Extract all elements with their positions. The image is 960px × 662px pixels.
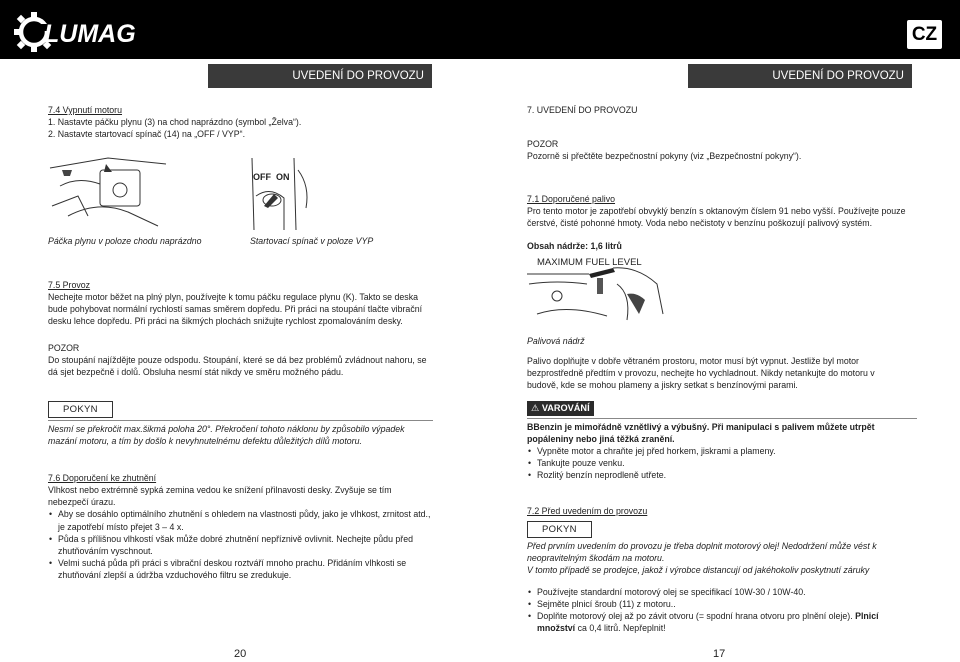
list-item: • Používejte standardní motorový olej se specifikací 10W-30 / 10W-40. <box>537 586 917 598</box>
fuel-instructions: Palivo doplňujte v dobře větraném prostoru, motor musí být vypnut. Jestliže byl motor bezprostředně předtím v provozu, nechejte ho vychladnout. Nikdy netankujte do motoru v budově, kde se mohou plameny a jiskry setkat s benzínovými parami. <box>527 356 875 391</box>
warning-label: VAROVÁNÍ <box>541 403 590 413</box>
pokyn-label: POKYN <box>527 521 592 538</box>
section-band-left: UVEDENÍ DO PROVOZU <box>208 64 432 88</box>
list-item: • Rozlitý benzín neprodleně utřete. <box>537 469 917 481</box>
section-band-right: UVEDENÍ DO PROVOZU <box>688 64 912 88</box>
figure-caption-left: Páčka plynu v poloze chodu naprázdno <box>48 236 202 246</box>
switch-on-label: ON <box>276 172 290 182</box>
section-7-2 <box>527 505 917 634</box>
section-title: 7.5 Provoz <box>48 280 91 290</box>
section-text: Nechejte motor běžet na plný plyn, používejte k tomu páčku regulace plynu (K). Takto se deska bude pohybovat normální rychlostí samas směrem dopředu. Při práci na stoupání tlačte vibrační desku lehce dopředu. Při práci na šikmých plochách snižujte rychlost zpomalováním desky. <box>48 292 423 327</box>
section-title: 7.1 Doporučené palivo <box>527 194 616 204</box>
section-intro: Vlhkost nebo extrémně sypká zemina vedou ke snížení přilnavosti desky. Zvyšuje se tím nebezpečí úrazu. <box>48 485 392 508</box>
warranty-text: V tomto případě se prodejce, jakož i výrobce distancují od jakéhokoliv poskytnutí záruky <box>527 565 870 576</box>
lumag-logo <box>14 10 164 54</box>
section-title: 7.6 Doporučení ke zhutnění <box>48 473 157 483</box>
pokyn-text: Nesmí se překročit max.šikmá poloha 20°. Překročení tohoto náklonu by způsobilo výpadek mazání motoru, a tím by došlo k nevyhnutelnému defektu důležitých dílů motoru. <box>48 424 405 447</box>
left-pozor-block <box>48 342 432 378</box>
list-item: 1. Nastavte páčku plynu (3) na chod naprázdno (symbol „Želva“). <box>48 117 302 128</box>
section-7-4 <box>48 104 443 140</box>
list-item: 2. Nastavte startovací spínač (14) na „OFF / VYP“. <box>48 129 246 140</box>
right-pozor-block <box>527 138 912 162</box>
pozor-text: Pozorně si přečtěte bezpečnostní pokyny (viz „Bezpečnostní pokyny“). <box>527 151 802 162</box>
section-7-5 <box>48 279 432 328</box>
divider <box>527 418 917 419</box>
page-number-right: 17 <box>713 648 726 660</box>
logo-text: LUMAG <box>44 20 136 48</box>
pozor-text: Do stoupání najíždějte pouze odspodu. Stoupání, které se dá bez problémů zvládnout nahoru, se dá sjet bezpečně i dolů. Obsluha nesmí stát nikdy ve směru možného pádu. <box>48 355 427 378</box>
language-badge: CZ <box>907 20 942 49</box>
switch-off-label: OFF <box>253 172 271 182</box>
left-pokyn-block <box>48 401 433 447</box>
pokyn-text: Před prvním uvedením do provozu je třeba doplnit motorový olej! Nedodržení může vést k neopravitelným škodám na motoru. <box>527 541 877 564</box>
section-title: 7.4 Vypnutí motoru <box>48 105 123 115</box>
list-item: • Velmi suchá půda při práci s vibrační deskou roztváří mnoho prachu. Přidáním vlhkosti se zhutňování zlepší a údržba vzduchového filtru se zredukuje. <box>58 557 433 581</box>
list-item: • Doplňte motorový olej až po závit otvoru (= spodní hrana otvoru pro plnění oleje). Plnicí množství ca 0,4 litrů. Nepřeplnit! <box>537 610 917 634</box>
pozor-label: POZOR <box>48 343 80 353</box>
list-item: • Vypněte motor a chraňte jej před horkem, jiskrami a plameny. <box>537 445 917 457</box>
section-title: 7.2 Před uvedením do provozu <box>527 506 648 516</box>
figure-caption-right: Startovací spínač v poloze VYP <box>250 236 374 246</box>
warning-text: BBenzin je mimořádně vznětlivý a výbušný. Při manipulaci s palivem můžete utrpět popáleniny nebo jiná těžká zranění. <box>527 421 875 444</box>
section-text: Pro tento motor je zapotřebí obvyklý benzín s oktanovým číslem 91 nebo vyšší. Používejte pouze čerstvé, čisté pohonné hmoty. Voda nebo nečistoty v benzínu poškozují palivový systém. <box>527 206 906 229</box>
section-7-title: 7. UVEDENÍ DO PROVOZU <box>527 105 638 115</box>
page-number-left: 20 <box>234 648 247 660</box>
divider <box>48 420 433 421</box>
varovani-block <box>527 401 917 481</box>
fuel-tank-figure <box>527 254 667 328</box>
section-7-1 <box>527 193 917 253</box>
max-fuel-label: MAXIMUM FUEL LEVEL <box>537 257 642 268</box>
warning-icon: ⚠ <box>531 403 540 413</box>
section-7-6 <box>48 472 433 581</box>
throttle-lever-figure <box>48 156 168 228</box>
start-switch-figure <box>250 156 320 230</box>
tank-capacity: Obsah nádrže: 1,6 litrů <box>527 241 622 252</box>
list-item: • Půda s přílišnou vlhkostí však může dobré zhutnění nepříznivě ovlivnit. Nechejte půdu před zhutňováním vyschnout. <box>58 533 433 557</box>
pozor-label: POZOR <box>527 139 559 149</box>
list-item: • Tankujte pouze venku. <box>537 457 917 469</box>
pokyn-label: POKYN <box>48 401 113 418</box>
figure-caption: Palivová nádrž <box>527 336 585 346</box>
warning-badge <box>527 401 594 416</box>
list-item: • Aby se dosáhlo optimálního zhutnění s ohledem na vlastnosti půdy, jako je vlhkost, zrnitost atd., je zapotřebí místo přejet 3 – 4 x. <box>58 508 433 532</box>
list-item: • Sejměte plnicí šroub (11) z motoru.. <box>537 598 917 610</box>
